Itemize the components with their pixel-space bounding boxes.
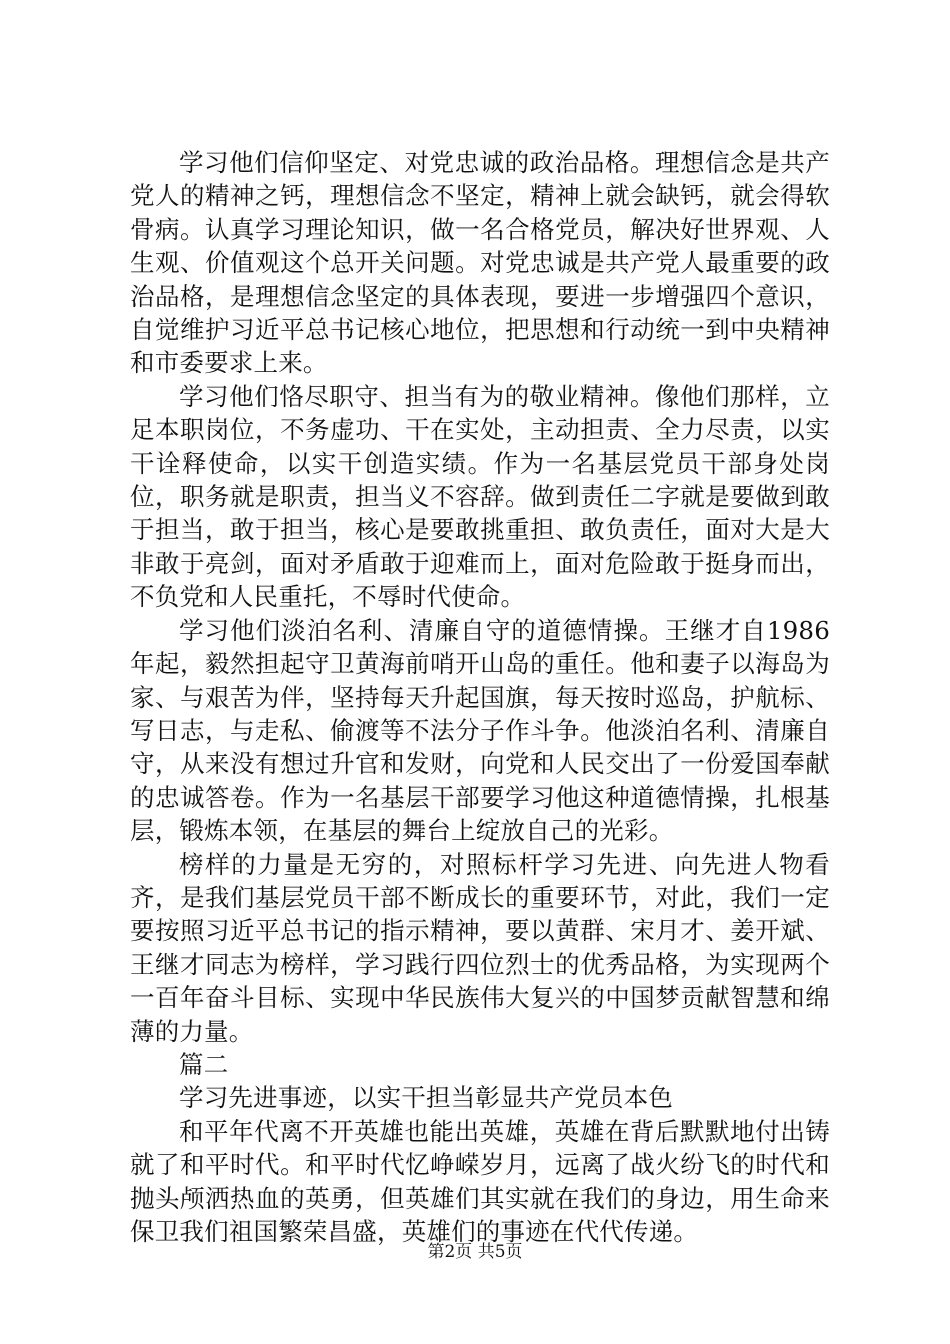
paragraph-1: 学习他们信仰坚定、对党忠诚的政治品格。理想信念是共产党人的精神之钙，理想信念不坚定，精神上就会缺钙，就会得软骨病。认真学习理论知识，做一名合格党员，解决好世界观、人生观、价值观这个总开关问题。对党忠诚是共产党人最重要的政治品格，是理想信念坚定的具体表现，要进一步增强四个意识，自觉维护习近平总书记核心地位，把思想和行动统一到中央精神和市委要求上来。 (130, 148, 830, 378)
page-footer (0, 1241, 950, 1263)
page-total: 共5页 (477, 1242, 523, 1262)
article-title: 学习先进事迹，以实干担当彰显共产党员本色 (179, 1083, 673, 1113)
section-heading: 篇二 (179, 1049, 229, 1079)
paragraph-2: 学习他们恪尽职守、担当有为的敬业精神。像他们那样，立足本职岗位，不务虚功、干在实处，主动担责、全力尽责，以实干诠释使命，以实干创造实绩。作为一名基层党员干部身处岗位，职务就是职责，担当义不容辞。做到责任二字就是要做到敢于担当，敢于担当，核心是要敢挑重担、敢负责任，面对大是大非敢于亮剑，面对矛盾敢于迎难而上，面对危险敢于挺身而出，不负党和人民重托，不辱时代使命。 (130, 381, 830, 612)
page-number: 第2页 (427, 1242, 473, 1262)
document-body (130, 146, 830, 1248)
paragraph-3: 学习他们淡泊名利、清廉自守的道德情操。王继才自1986年起，毅然担起守卫黄海前哨开山岛的重任。他和妻子以海岛为家、与艰苦为伴，坚持每天升起国旗，每天按时巡岛，护航标、写日志，与走私、偷渡等不法分子作斗争。他淡泊名利、清廉自守，从来没有想过升官和发财，向党和人民交出了一份爱国奉献的忠诚答卷。作为一名基层干部要学习他这种道德情操，扎根基层，锻炼本领，在基层的舞台上绽放自己的光彩。 (130, 615, 830, 846)
paragraph-4: 榜样的力量是无穷的，对照标杆学习先进、向先进人物看齐，是我们基层党员干部不断成长的重要环节，对此，我们一定要按照习近平总书记的指示精神，要以黄群、宋月才、姜开斌、王继才同志为榜样，学习践行四位烈士的优秀品格，为实现两个一百年奋斗目标、实现中华民族伟大复兴的中国梦贡献智慧和绵薄的力量。 (130, 849, 830, 1046)
paragraph-5: 和平年代离不开英雄也能出英雄，英雄在背后默默地付出铸就了和平时代。和平时代忆峥嵘岁月，远离了战火纷飞的时代和抛头颅洒热血的英勇，但英雄们其实就在我们的身边，用生命来保卫我们祖国繁荣昌盛，英雄们的事迹在代代传递。 (130, 1116, 830, 1246)
